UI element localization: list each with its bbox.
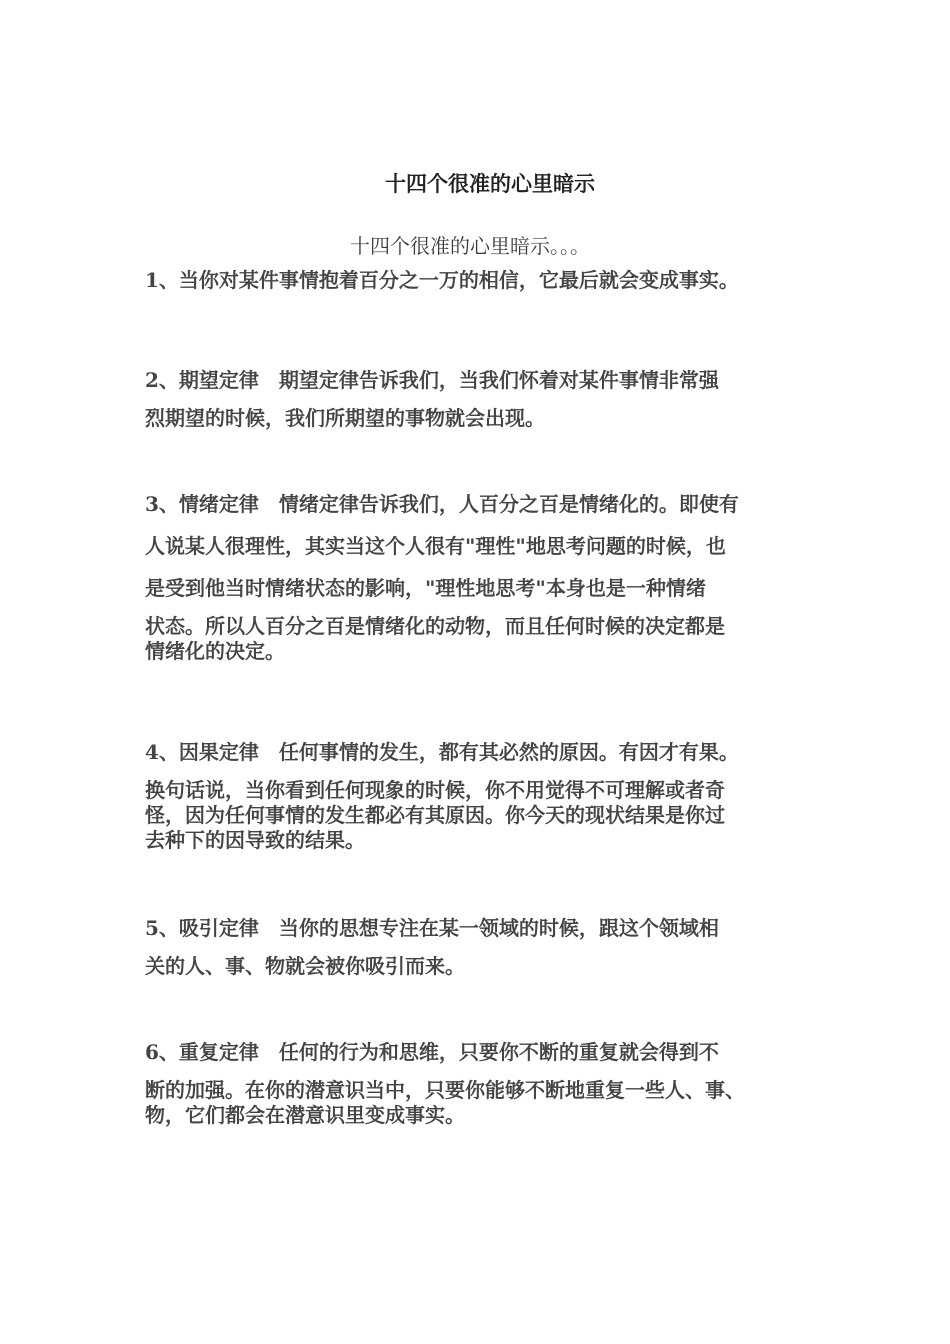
paragraph-line: 换句话说，当你看到任何现象的时候，你不用觉得不可理解或者奇 xyxy=(145,778,725,802)
paragraph-4-causality-law xyxy=(145,740,810,853)
paragraph-line: 1、当你对某件事情抱着百分之一万的相信，它最后就会变成事实。 xyxy=(145,268,739,292)
paragraph-line: 关的人、事、物就会被你吸引而来。 xyxy=(145,954,465,978)
paragraph-line: 6、重复定律 任何的行为和思维，只要你不断的重复就会得到不 xyxy=(145,1040,719,1064)
paragraph-line: 去种下的因导致的结果。 xyxy=(145,828,365,852)
paragraph-3-emotion-law xyxy=(145,492,810,664)
paragraph-line: 3、情绪定律 情绪定律告诉我们，人百分之百是情绪化的。即使有 xyxy=(145,492,739,516)
paragraph-line: 物，它们都会在潜意识里变成事实。 xyxy=(145,1103,465,1127)
paragraph-line: 4、因果定律 任何事情的发生，都有其必然的原因。有因才有果。 xyxy=(145,740,739,764)
paragraph-2-expectation-law xyxy=(145,368,810,431)
paragraph-5-attraction-law xyxy=(145,916,810,979)
paragraph-line: 5、吸引定律 当你的思想专注在某一领域的时候，跟这个领域相 xyxy=(145,916,719,940)
paragraph-line: 情绪化的决定。 xyxy=(145,639,285,663)
document-subtitle: 十四个很准的心里暗示。。。 xyxy=(350,234,590,258)
paragraph-6-repetition-law xyxy=(145,1040,810,1128)
paragraph-line: 烈期望的时候，我们所期望的事物就会出现。 xyxy=(145,406,545,430)
paragraph-line: 是受到他当时情绪状态的影响，"理性地思考"本身也是一种情绪 xyxy=(145,576,706,600)
paragraph-line: 状态。所以人百分之百是情绪化的动物，而且任何时候的决定都是 xyxy=(145,614,725,638)
paragraph-line: 2、期望定律 期望定律告诉我们，当我们怀着对某件事情非常强 xyxy=(145,368,719,392)
document-title: 十四个很准的心里暗示 xyxy=(385,172,595,196)
paragraph-1 xyxy=(145,268,810,293)
paragraph-line: 断的加强。在你的潜意识当中，只要你能够不断地重复一些人、事、 xyxy=(145,1078,745,1102)
paragraph-line: 怪，因为任何事情的发生都必有其原因。你今天的现状结果是你过 xyxy=(145,803,725,827)
paragraph-line: 人说某人很理性，其实当这个人很有"理性"地思考问题的时候，也 xyxy=(145,534,726,558)
